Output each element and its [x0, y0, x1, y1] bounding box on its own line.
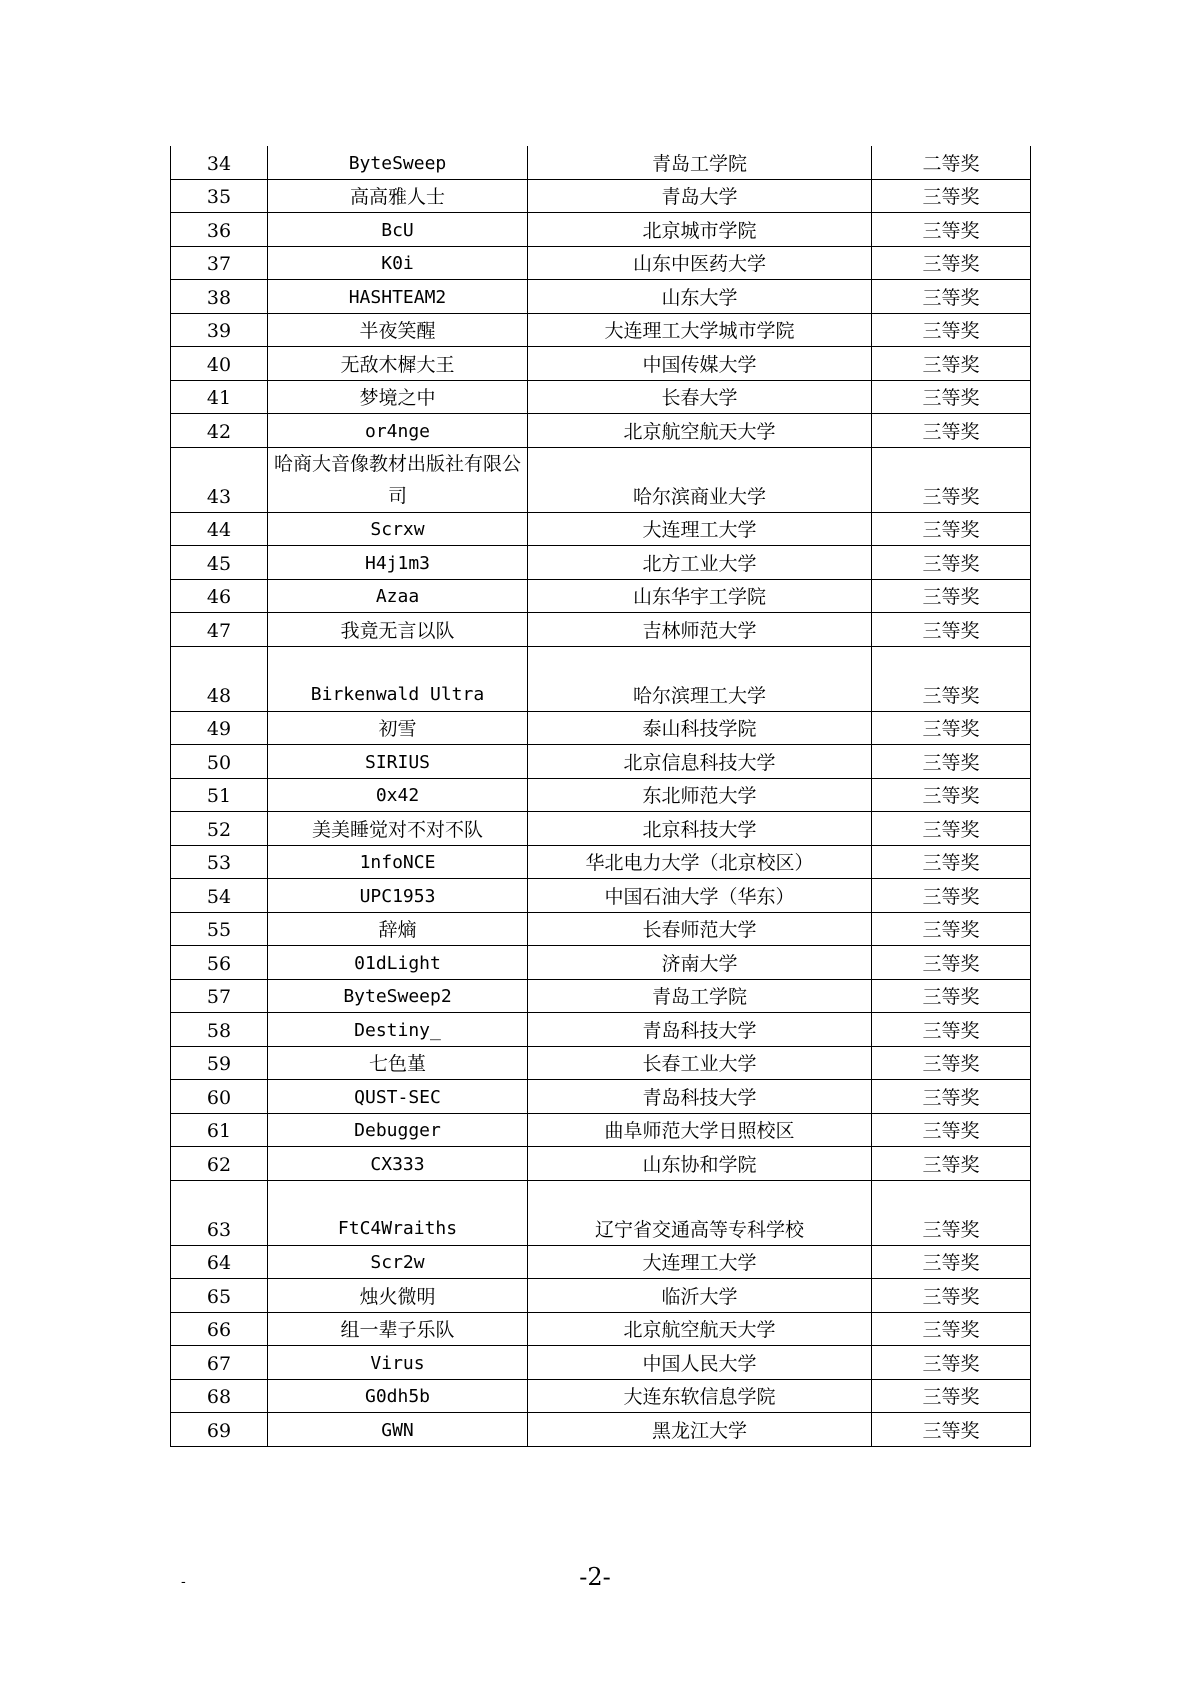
team-name: Virus — [268, 1346, 528, 1380]
award-level: 三等奖 — [872, 812, 1031, 846]
table-row — [171, 1013, 1031, 1047]
school-name: 泰山科技学院 — [528, 711, 872, 745]
award-level: 三等奖 — [872, 879, 1031, 913]
row-number: 67 — [171, 1346, 268, 1380]
award-table-body — [171, 146, 1031, 1446]
row-number: 63 — [171, 1180, 268, 1245]
table-row — [171, 979, 1031, 1013]
award-level: 三等奖 — [872, 979, 1031, 1013]
school-name: 东北师范大学 — [528, 778, 872, 812]
team-name: Scr2w — [268, 1245, 528, 1279]
team-name: Debugger — [268, 1113, 528, 1147]
team-name: 1nfoNCE — [268, 845, 528, 879]
school-name: 山东协和学院 — [528, 1147, 872, 1181]
team-name: 辞熵 — [268, 912, 528, 946]
table-row — [171, 313, 1031, 347]
award-level: 三等奖 — [872, 1113, 1031, 1147]
row-number: 35 — [171, 179, 268, 213]
team-name: 组一辈子乐队 — [268, 1312, 528, 1346]
row-number: 54 — [171, 879, 268, 913]
row-number: 42 — [171, 414, 268, 448]
table-row — [171, 845, 1031, 879]
table-row — [171, 946, 1031, 980]
school-name: 大连理工大学 — [528, 1245, 872, 1279]
school-name: 青岛科技大学 — [528, 1080, 872, 1114]
table-row — [171, 546, 1031, 580]
table-row — [171, 879, 1031, 913]
row-number: 34 — [171, 146, 268, 179]
award-level: 三等奖 — [872, 280, 1031, 314]
row-number: 43 — [171, 447, 268, 512]
award-level: 三等奖 — [872, 380, 1031, 414]
row-number: 61 — [171, 1113, 268, 1147]
team-name: 初雪 — [268, 711, 528, 745]
row-number: 66 — [171, 1312, 268, 1346]
table-row — [171, 1046, 1031, 1080]
school-name: 黑龙江大学 — [528, 1413, 872, 1447]
award-table — [170, 146, 1031, 1447]
row-number: 65 — [171, 1279, 268, 1313]
team-name: 半夜笑醒 — [268, 313, 528, 347]
team-name: ByteSweep2 — [268, 979, 528, 1013]
school-name: 哈尔滨商业大学 — [528, 447, 872, 512]
award-level: 三等奖 — [872, 246, 1031, 280]
award-level: 三等奖 — [872, 1312, 1031, 1346]
row-number: 62 — [171, 1147, 268, 1181]
award-level: 三等奖 — [872, 347, 1031, 381]
table-row — [171, 778, 1031, 812]
table-row — [171, 711, 1031, 745]
table-row — [171, 1279, 1031, 1313]
team-name: 01dLight — [268, 946, 528, 980]
school-name: 长春工业大学 — [528, 1046, 872, 1080]
school-name: 中国人民大学 — [528, 1346, 872, 1380]
school-name: 吉林师范大学 — [528, 613, 872, 647]
team-name: 哈商大音像教材出版社有限公司 — [268, 447, 528, 512]
school-name: 山东中医药大学 — [528, 246, 872, 280]
award-level: 三等奖 — [872, 646, 1031, 711]
award-level: 三等奖 — [872, 1147, 1031, 1181]
school-name: 青岛工学院 — [528, 979, 872, 1013]
table-row — [171, 1379, 1031, 1413]
school-name: 大连东软信息学院 — [528, 1379, 872, 1413]
row-number: 53 — [171, 845, 268, 879]
row-number: 69 — [171, 1413, 268, 1447]
team-name: 我竟无言以队 — [268, 613, 528, 647]
table-row — [171, 146, 1031, 179]
award-level: 三等奖 — [872, 1279, 1031, 1313]
row-number: 57 — [171, 979, 268, 1013]
award-level: 三等奖 — [872, 1245, 1031, 1279]
row-number: 38 — [171, 280, 268, 314]
row-number: 58 — [171, 1013, 268, 1047]
row-number: 59 — [171, 1046, 268, 1080]
school-name: 华北电力大学（北京校区） — [528, 845, 872, 879]
school-name: 哈尔滨理工大学 — [528, 646, 872, 711]
award-level: 三等奖 — [872, 613, 1031, 647]
row-number: 40 — [171, 347, 268, 381]
award-level: 三等奖 — [872, 1346, 1031, 1380]
award-level: 三等奖 — [872, 213, 1031, 247]
school-name: 山东大学 — [528, 280, 872, 314]
row-number: 45 — [171, 546, 268, 580]
award-level: 三等奖 — [872, 414, 1031, 448]
table-row — [171, 646, 1031, 711]
table-row — [171, 280, 1031, 314]
table-row — [171, 414, 1031, 448]
team-name: CX333 — [268, 1147, 528, 1181]
table-row — [171, 179, 1031, 213]
table-row — [171, 1312, 1031, 1346]
school-name: 北京航空航天大学 — [528, 1312, 872, 1346]
table-row — [171, 213, 1031, 247]
row-number: 47 — [171, 613, 268, 647]
team-name: GWN — [268, 1413, 528, 1447]
table-row — [171, 1346, 1031, 1380]
school-name: 临沂大学 — [528, 1279, 872, 1313]
team-name: QUST-SEC — [268, 1080, 528, 1114]
award-level: 三等奖 — [872, 579, 1031, 613]
team-name: HASHTEAM2 — [268, 280, 528, 314]
table-row — [171, 1180, 1031, 1245]
award-level: 三等奖 — [872, 447, 1031, 512]
table-row — [171, 447, 1031, 512]
school-name: 青岛大学 — [528, 179, 872, 213]
team-name: H4j1m3 — [268, 546, 528, 580]
award-level: 二等奖 — [872, 146, 1031, 179]
row-number: 37 — [171, 246, 268, 280]
table-row — [171, 1413, 1031, 1447]
school-name: 北京城市学院 — [528, 213, 872, 247]
school-name: 辽宁省交通高等专科学校 — [528, 1180, 872, 1245]
school-name: 大连理工大学 — [528, 512, 872, 546]
school-name: 曲阜师范大学日照校区 — [528, 1113, 872, 1147]
award-level: 三等奖 — [872, 946, 1031, 980]
team-name: Birkenwald Ultra — [268, 646, 528, 711]
table-row — [171, 1245, 1031, 1279]
row-number: 68 — [171, 1379, 268, 1413]
award-level: 三等奖 — [872, 845, 1031, 879]
school-name: 长春师范大学 — [528, 912, 872, 946]
team-name: 高高雅人士 — [268, 179, 528, 213]
page-number: -2- — [579, 1563, 611, 1591]
award-level: 三等奖 — [872, 912, 1031, 946]
team-name: 梦境之中 — [268, 380, 528, 414]
award-level: 三等奖 — [872, 313, 1031, 347]
award-level: 三等奖 — [872, 1046, 1031, 1080]
team-name: 烛火微明 — [268, 1279, 528, 1313]
school-name: 大连理工大学城市学院 — [528, 313, 872, 347]
team-name: SIRIUS — [268, 745, 528, 779]
row-number: 52 — [171, 812, 268, 846]
table-row — [171, 745, 1031, 779]
row-number: 44 — [171, 512, 268, 546]
team-name: K0i — [268, 246, 528, 280]
school-name: 中国石油大学（华东） — [528, 879, 872, 913]
team-name: Destiny_ — [268, 1013, 528, 1047]
award-level: 三等奖 — [872, 512, 1031, 546]
row-number: 50 — [171, 745, 268, 779]
table-row — [171, 347, 1031, 381]
row-number: 39 — [171, 313, 268, 347]
school-name: 济南大学 — [528, 946, 872, 980]
team-name: Scrxw — [268, 512, 528, 546]
award-level: 三等奖 — [872, 778, 1031, 812]
row-number: 51 — [171, 778, 268, 812]
school-name: 北京信息科技大学 — [528, 745, 872, 779]
row-number: 60 — [171, 1080, 268, 1114]
team-name: or4nge — [268, 414, 528, 448]
school-name: 青岛工学院 — [528, 146, 872, 179]
team-name: 七色堇 — [268, 1046, 528, 1080]
school-name: 青岛科技大学 — [528, 1013, 872, 1047]
award-level: 三等奖 — [872, 1180, 1031, 1245]
school-name: 北京航空航天大学 — [528, 414, 872, 448]
team-name: BcU — [268, 213, 528, 247]
school-name: 山东华宇工学院 — [528, 579, 872, 613]
team-name: G0dh5b — [268, 1379, 528, 1413]
row-number: 64 — [171, 1245, 268, 1279]
award-level: 三等奖 — [872, 546, 1031, 580]
award-level: 三等奖 — [872, 1413, 1031, 1447]
school-name: 北京科技大学 — [528, 812, 872, 846]
award-level: 三等奖 — [872, 179, 1031, 213]
row-number: 46 — [171, 579, 268, 613]
row-number: 55 — [171, 912, 268, 946]
team-name: ByteSweep — [268, 146, 528, 179]
school-name: 北方工业大学 — [528, 546, 872, 580]
team-name: UPC1953 — [268, 879, 528, 913]
table-row — [171, 246, 1031, 280]
table-row — [171, 613, 1031, 647]
table-row — [171, 812, 1031, 846]
table-row — [171, 512, 1031, 546]
award-level: 三等奖 — [872, 1013, 1031, 1047]
row-number: 41 — [171, 380, 268, 414]
school-name: 中国传媒大学 — [528, 347, 872, 381]
school-name: 长春大学 — [528, 380, 872, 414]
award-level: 三等奖 — [872, 745, 1031, 779]
award-level: 三等奖 — [872, 1379, 1031, 1413]
table-row — [171, 1147, 1031, 1181]
team-name: FtC4Wraiths — [268, 1180, 528, 1245]
table-row — [171, 1113, 1031, 1147]
row-number: 36 — [171, 213, 268, 247]
table-row — [171, 1080, 1031, 1114]
row-number: 48 — [171, 646, 268, 711]
table-row — [171, 912, 1031, 946]
award-level: 三等奖 — [872, 711, 1031, 745]
table-row — [171, 380, 1031, 414]
award-level: 三等奖 — [872, 1080, 1031, 1114]
table-row — [171, 579, 1031, 613]
team-name: 无敌木樨大王 — [268, 347, 528, 381]
team-name: 0x42 — [268, 778, 528, 812]
team-name: Azaa — [268, 579, 528, 613]
footer-mark: - — [181, 1574, 186, 1590]
row-number: 49 — [171, 711, 268, 745]
team-name: 美美睡觉对不对不队 — [268, 812, 528, 846]
row-number: 56 — [171, 946, 268, 980]
